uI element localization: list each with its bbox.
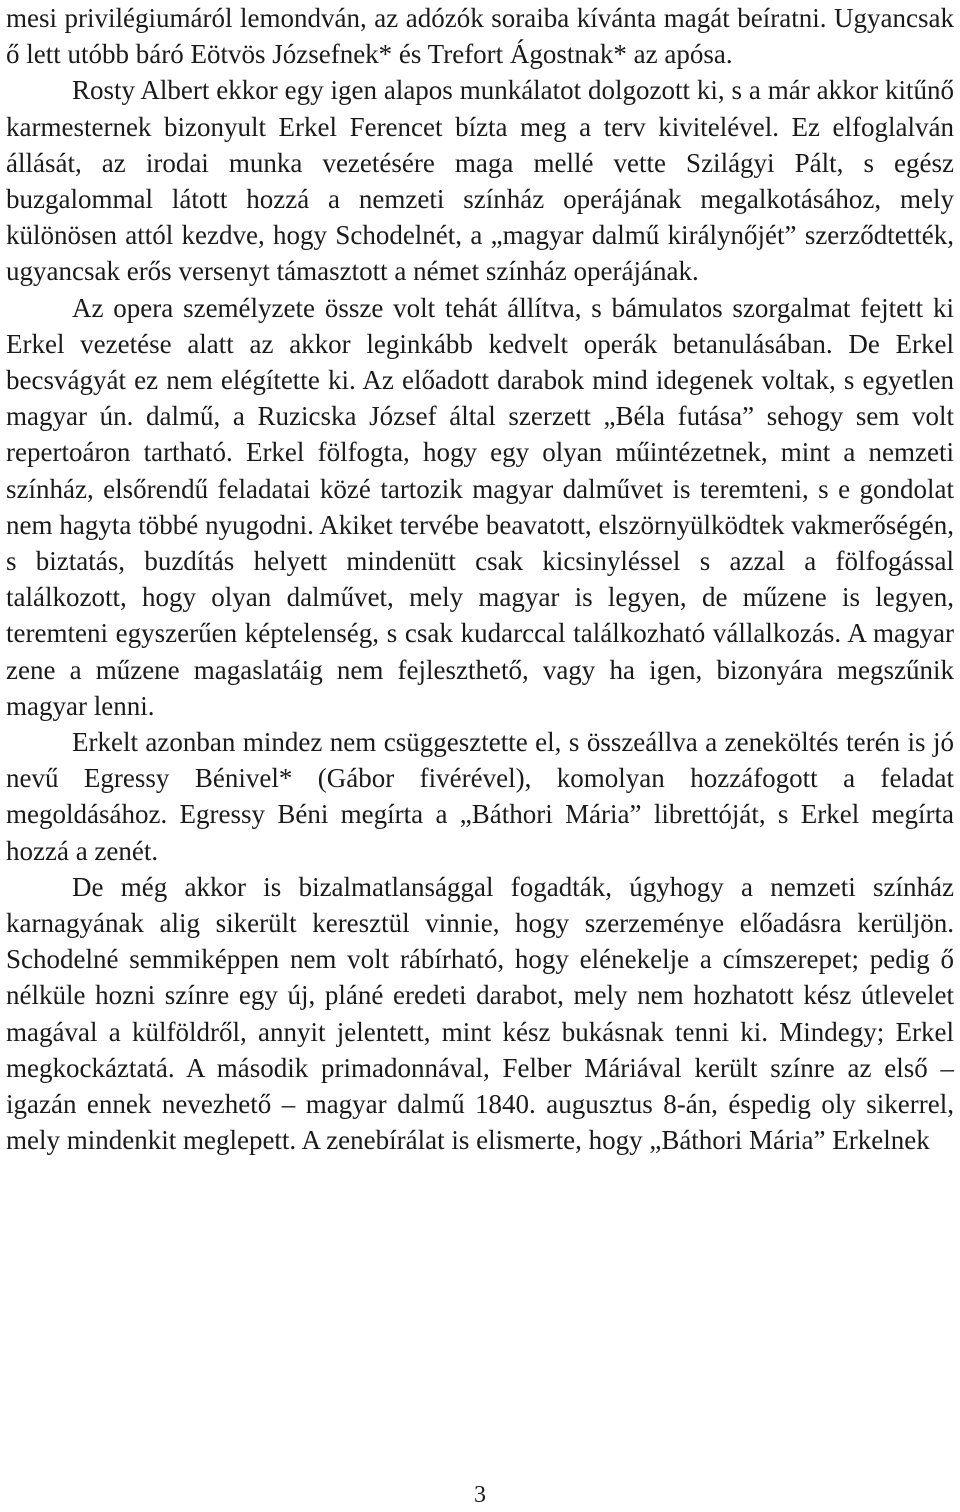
document-page (6, 0, 954, 1159)
paragraph-4: Erkelt azonban mindez nem csüggesztette el, s összeállva a zeneköltés terén is jó nevű Egressy Bénivel* (Gábor fivérével), komolyan hozzáfogott a feladat megoldásához. Egressy Béni megírta a „Báthori Mária” librettóját, s Erkel megírta hozzá a zenét. (6, 727, 954, 866)
paragraph-3: Az opera személyzete össze volt tehát állítva, s bámulatos szorgalmat fejtett ki Erkel vezetése alatt az akkor leginkább kedvelt operák betanulásában. De Erkel becsvágyát ez nem elégítette ki. Az előadott darabok mind idegenek voltak, s egyetlen magyar ún. dalmű, a Ruzicska József által szerzett „Béla futása” sehogy sem volt repertoáron tartható. Erkel fölfogta, hogy egy olyan műintézetnek, mint a nemzeti színház, elsőrendű feladatai közé tartozik magyar dalművet is teremteni, s e gondolat nem hagyta többé nyugodni. Akiket tervébe beavatott, elszörnyülködtek vakmerőségén, s biztatás, buzdítás helyett mindenütt csak kicsinyléssel s azzal a fölfogással találkozott, hogy olyan dalművet, mely magyar is legyen, de műzene is legyen, teremteni egyszerűen képtelenség, s csak kudarccal találkozható vállalkozás. A magyar zene a műzene magaslatáig nem fejleszthető, vagy ha igen, bizonyára megszűnik magyar lenni. (6, 292, 954, 721)
page-number: 3 (474, 1482, 486, 1508)
paragraph-5: De még akkor is bizalmatlansággal fogadták, úgyhogy a nemzeti színház karnagyának alig sikerült keresztül vinnie, hogy szerzeménye előadásra kerüljön. Schodelné semmiképpen nem volt rábírható, hogy elénekelje a címszerepet; pedig ő nélküle hozni színre egy új, pláné eredeti darabot, mely nem hozhatott kész útlevelet magával a külföldről, annyit jelentett, mint kész bukásnak tenni ki. Mindegy; Erkel megkockáztatá. A második primadonnával, Felber Máriával került színre az első – igazán ennek nevezhető – magyar dalmű 1840. augusztus 8-án, éspedig oly sikerrel, mely mindenkit meglepett. A zenebírálat is elismerte, hogy „Báthori Mária” Erkelnek (6, 871, 954, 1156)
paragraph-2: Rosty Albert ekkor egy igen alapos munkálatot dolgozott ki, s a már akkor kitűnő karmesternek bizonyult Erkel Ferencet bízta meg a terv kivitelével. Ez elfoglalván állását, az irodai munka vezetésére maga mellé vette Szilágyi Pált, s egész buzgalommal látott hozzá a nemzeti színház operájának megalkotásához, mely különösen attól kezdve, hogy Schodelnét, a „magyar dalmű királynőjét” szerződtették, ugyancsak erős versenyt támasztott a német színház operájának. (6, 75, 954, 287)
paragraph-1: mesi privilégiumáról lemondván, az adózók soraiba kívánta magát beíratni. Ugyancsak ő lett utóbb báró Eötvös Józsefnek* és Trefort Ágostnak* az apósa. (6, 3, 954, 70)
